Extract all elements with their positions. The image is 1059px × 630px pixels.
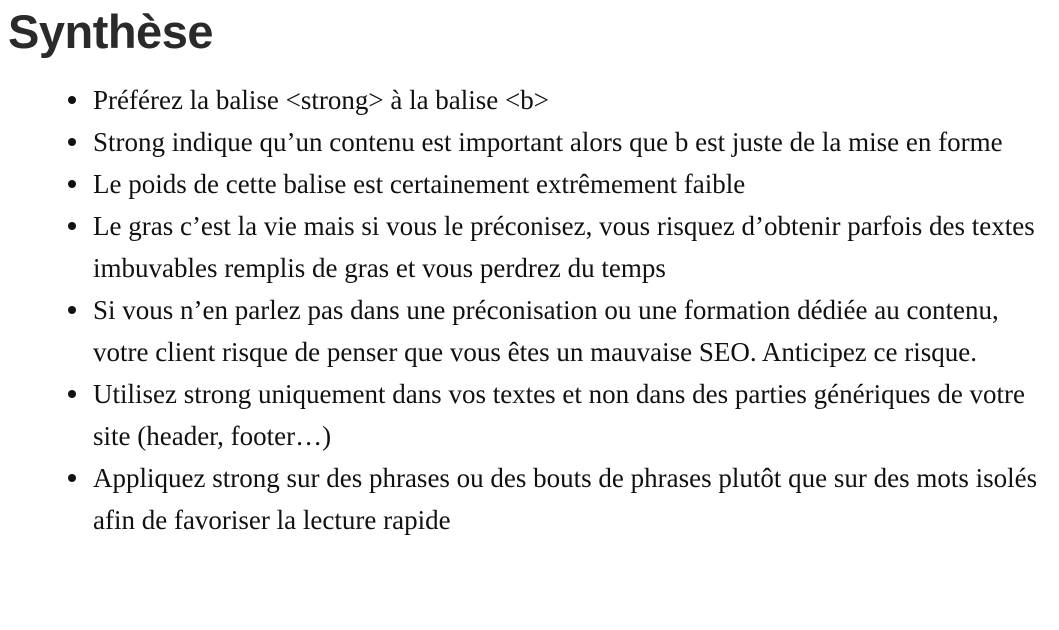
list-item-text: Le gras c’est la vie mais si vous le préconisez, vous risquez d’obtenir parfois des textes imbuvables remplis de gras et vous perdrez du temps	[93, 211, 1035, 283]
bullet-dot-icon	[68, 306, 76, 314]
list-item	[93, 163, 1048, 205]
list-item-text: Si vous n’en parlez pas dans une préconisation ou une formation dédiée au contenu, votre client risque de penser que vous êtes un mauvaise SEO. Anticipez ce risque.	[93, 295, 999, 367]
summary-list	[93, 79, 1048, 541]
bullet-dot-icon	[68, 474, 76, 482]
list-item	[93, 457, 1048, 541]
list-item-text: Appliquez strong sur des phrases ou des bouts de phrases plutôt que sur des mots isolés afin de favoriser la lecture rapide	[93, 463, 1038, 535]
list-item	[93, 79, 1048, 121]
bullet-dot-icon	[68, 180, 76, 188]
list-item-text: Strong indique qu’un contenu est important alors que b est juste de la mise en forme	[93, 127, 1003, 157]
bullet-dot-icon	[68, 138, 76, 146]
list-item	[93, 121, 1048, 163]
bullet-dot-icon	[68, 96, 76, 104]
bullet-dot-icon	[68, 390, 76, 398]
list-item	[93, 289, 1048, 373]
list-item	[93, 373, 1048, 457]
list-item-text: Le poids de cette balise est certainement extrêmement faible	[93, 169, 746, 199]
bullet-dot-icon	[68, 222, 76, 230]
list-item-text: Préférez la balise <strong> à la balise <b>	[93, 85, 549, 115]
list-item-text: Utilisez strong uniquement dans vos textes et non dans des parties génériques de votre site (header, footer…)	[93, 379, 1026, 451]
section-heading: Synthèse	[8, 5, 213, 58]
list-item	[93, 205, 1048, 289]
